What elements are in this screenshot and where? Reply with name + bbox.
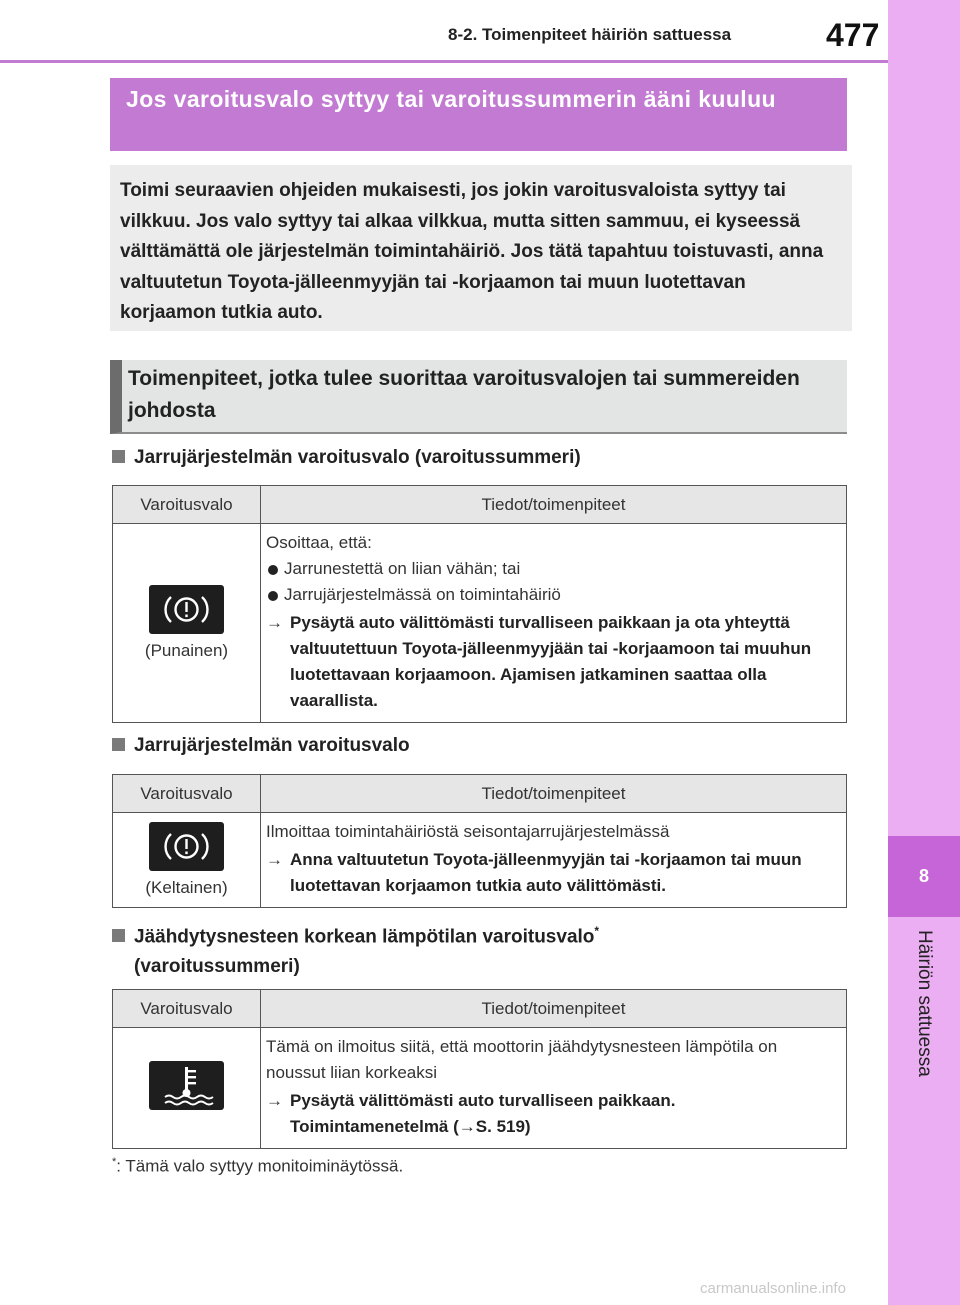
col-header-info: Tiedot/toimenpiteet: [261, 775, 847, 813]
section-heading-text-line2: (varoitussummeri): [134, 956, 300, 978]
intro-box: Toimi seuraavien ohjeiden mukaisesti, jos jokin varoitusvaloista syttyy tai vilkkuu. Jos valo syttyy tai alkaa vilkkua, mutta sitten sammuu, ei kyseessä välttämättä ole järjestelmän toimintahäiriö. Jos tätä tapahtuu toistuvasti, anna valtuutetun Toyota-jälleenmyyjän tai -korjaamon tai muun luotettavan korjaamon tutkia auto.: [110, 165, 852, 331]
info-action: [266, 847, 840, 899]
section-heading-brake-yellow: [112, 731, 410, 761]
light-cell: [113, 524, 261, 723]
light-color-label: (Keltainen): [145, 878, 228, 897]
col-header-light: Varoitusvalo: [113, 990, 261, 1028]
light-color-label: (Punainen): [144, 641, 229, 660]
info-action: [266, 610, 840, 714]
header-divider: [0, 60, 888, 63]
info-lead: Tämä on ilmoitus siitä, että moottorin jäähdytysnesteen lämpötila on noussut liian korkeaksi: [266, 1037, 778, 1082]
info-cell: [261, 524, 847, 723]
footnote-marker: *: [594, 924, 600, 938]
info-lead: Osoittaa, että:: [266, 533, 372, 552]
chapter-side-tab: [888, 0, 960, 1305]
arrow-right-icon: →: [266, 850, 283, 869]
arrow-right-icon: →: [266, 1091, 283, 1110]
section-heading-text: Jarrujärjestelmän varoitusvalo: [134, 735, 410, 756]
chapter-title: Häiriön sattuessa: [914, 930, 935, 1077]
chapter-number: 8: [888, 836, 960, 917]
table-row: [113, 524, 847, 723]
watermark: carmanualsonline.info: [700, 1280, 846, 1297]
section-heading-coolant: [112, 916, 599, 982]
footnote-marker: *: [112, 1156, 117, 1168]
table-header-row: [113, 775, 847, 813]
warning-table-brake-red: [112, 485, 847, 723]
info-cell: [261, 1028, 847, 1149]
col-header-info: Tiedot/toimenpiteet: [261, 990, 847, 1028]
square-bullet-icon: [112, 450, 125, 463]
section-title: 8-2. Toimenpiteet häiriön sattuessa: [448, 25, 732, 44]
info-bullet: Jarrujärjestelmässä on toimintahäiriö: [266, 582, 840, 608]
table-row: [113, 813, 847, 908]
warning-table-coolant: [112, 989, 847, 1149]
chapter-title-vertical: [888, 930, 960, 1100]
info-action: [266, 1088, 840, 1140]
brake-warning-icon: [149, 585, 224, 634]
light-cell: [113, 1028, 261, 1149]
info-action-text: Pysäytä auto välittömästi turvalliseen paikkaan ja ota yhteyttä valtuutettuun Toyota-jälleenmyyjään tai -korjaamoon tai muuhun luotettavaan korjaamoon. Ajamisen jatkaminen saattaa olla vaarallista.: [290, 613, 812, 710]
col-header-light: Varoitusvalo: [113, 775, 261, 813]
info-action-text: Anna valtuutetun Toyota-jälleenmyyjän tai -korjaamon tai muun luotettavan korjaamon tutkia auto välittömästi.: [290, 850, 802, 895]
footnote-text: : Tämä valo syttyy monitoiminäytössä.: [116, 1156, 404, 1176]
page-reference: S. 519): [475, 1117, 531, 1136]
info-lead: Ilmoittaa toimintahäiriöstä seisontajarrujärjestelmässä: [266, 822, 670, 841]
square-bullet-icon: [112, 738, 125, 751]
info-cell: [261, 813, 847, 908]
coolant-temperature-icon: [149, 1061, 224, 1110]
section-banner: Jos varoitusvalo syttyy tai varoitussummerin ääni kuuluu: [110, 78, 847, 151]
subheading: Toimenpiteet, jotka tulee suorittaa varoitusvalojen tai summereiden johdosta: [110, 360, 847, 434]
table-header-row: [113, 990, 847, 1028]
col-header-light: Varoitusvalo: [113, 486, 261, 524]
footnote: [112, 1156, 403, 1177]
section-heading-text: Jäähdytysnesteen korkean lämpötilan varoitusvalo: [134, 926, 595, 948]
light-cell: [113, 813, 261, 908]
brake-warning-icon: [149, 822, 224, 871]
info-action-line1: Pysäytä välittömästi auto turvalliseen paikkaan.: [290, 1091, 676, 1110]
warning-table-brake-yellow: [112, 774, 847, 908]
arrow-right-icon: →: [266, 613, 283, 632]
col-header-info: Tiedot/toimenpiteet: [261, 486, 847, 524]
table-header-row: [113, 486, 847, 524]
section-heading-text: Jarrujärjestelmän varoitusvalo (varoitussummeri): [134, 447, 581, 468]
page-number: 477: [826, 17, 880, 53]
square-bullet-icon: [112, 929, 125, 942]
info-bullet: Jarrunestettä on liian vähän; tai: [266, 556, 840, 582]
arrow-right-icon: →: [458, 1117, 476, 1136]
section-heading-brake-red: [112, 443, 581, 473]
info-action-line2: Toimintamenetelmä (: [290, 1117, 459, 1136]
table-row: [113, 1028, 847, 1149]
